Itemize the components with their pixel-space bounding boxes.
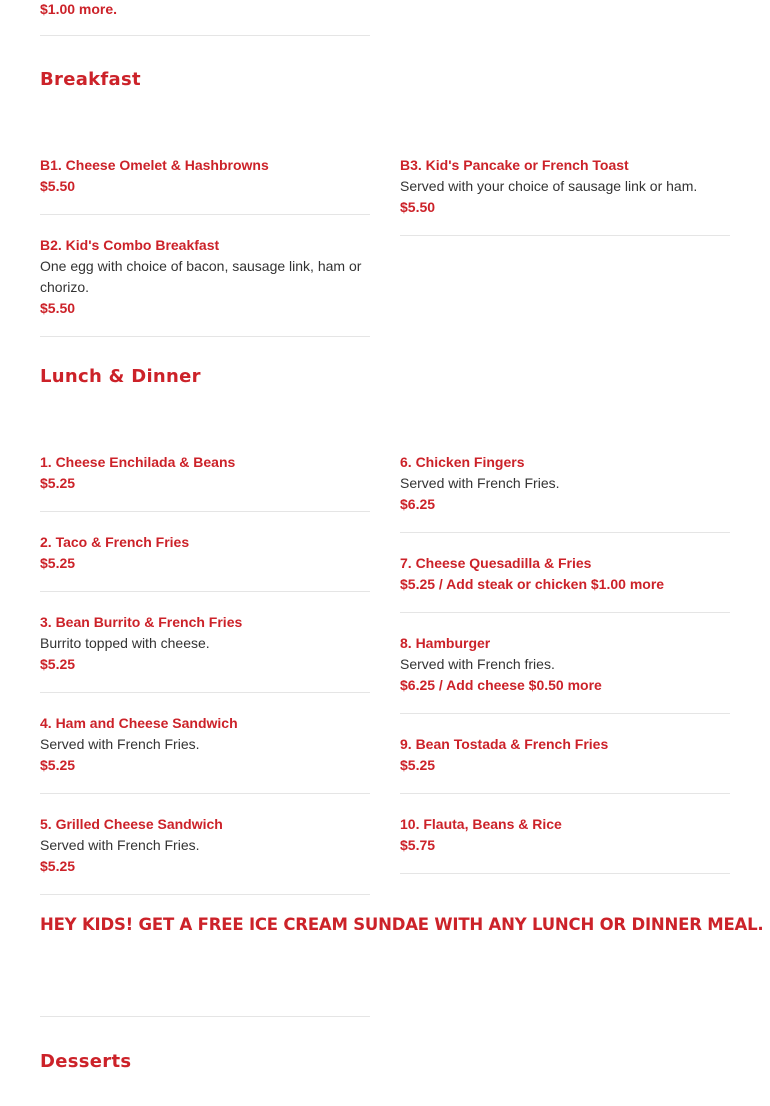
menu-item-name: 1. Cheese Enchilada & Beans [40,454,236,470]
menu-item [40,814,370,895]
menu-item [40,452,370,512]
menu-item [40,532,370,592]
divider [40,1016,370,1017]
menu-item-price: $5.25 [40,656,76,672]
menu-item-description: Burrito topped with cheese. [40,635,210,651]
menu-item-description: Served with French Fries. [400,475,560,491]
menu-item-price: $5.50 [400,199,436,215]
menu-item-price: $5.25 [40,475,76,491]
menu-item-price: $6.25 / Add cheese $0.50 more [400,677,602,693]
menu-item [400,814,730,874]
menu-item-price: $5.25 [400,757,436,773]
menu-item-description: Served with French Fries. [40,736,200,752]
menu-item [400,734,730,794]
menu-item [400,553,730,613]
menu-item-description: Served with French fries. [400,656,555,672]
menu-item-price: $5.50 [40,178,76,194]
section-title-breakfast: Breakfast [40,69,141,90]
menu-item [400,155,730,236]
menu-item-description: Served with French Fries. [40,837,200,853]
menu-item-name: 4. Ham and Cheese Sandwich [40,715,238,731]
menu-item [40,155,370,215]
menu-item [400,633,730,714]
menu-item [400,452,730,533]
promo-banner: HEY KIDS! GET A FREE ICE CREAM SUNDAE WITH ANY LUNCH OR DINNER MEAL. [40,915,764,934]
menu-item [40,235,370,337]
menu-item-name: B3. Kid's Pancake or French Toast [400,157,629,173]
menu-item-description: One egg with choice of bacon, sausage link, ham or chorizo. [40,258,362,295]
menu-item-name: B1. Cheese Omelet & Hashbrowns [40,157,269,173]
breakfast-left-column [40,155,370,357]
menu-item-name: 5. Grilled Cheese Sandwich [40,816,223,832]
menu-item-price: $5.25 [40,555,76,571]
menu-item-price: $5.25 [40,858,76,874]
menu-item-description: Served with your choice of sausage link or ham. [400,178,698,194]
section-title-desserts: Desserts [40,1051,132,1072]
previous-item-price: $1.00 more. [40,1,118,17]
menu-item-price: $6.25 [400,496,436,512]
menu-item-name: 3. Bean Burrito & French Fries [40,614,243,630]
menu-item-name: 9. Bean Tostada & French Fries [400,736,609,752]
section-title-lunch-dinner: Lunch & Dinner [40,366,201,387]
menu-item-price: $5.50 [40,300,76,316]
menu-item-name: 2. Taco & French Fries [40,534,190,550]
divider [40,35,370,36]
lunch-right-column [400,452,730,894]
menu-item-price: $5.75 [400,837,436,853]
menu-item [40,612,370,693]
menu-item-name: 6. Chicken Fingers [400,454,525,470]
menu-item-name: 10. Flauta, Beans & Rice [400,816,562,832]
menu-item-name: B2. Kid's Combo Breakfast [40,237,220,253]
menu-item [40,713,370,794]
lunch-left-column [40,452,370,915]
breakfast-right-column [400,155,730,256]
menu-item-price: $5.25 / Add steak or chicken $1.00 more [400,576,665,592]
menu-item-price: $5.25 [40,757,76,773]
menu-item-name: 8. Hamburger [400,635,491,651]
menu-item-name: 7. Cheese Quesadilla & Fries [400,555,592,571]
